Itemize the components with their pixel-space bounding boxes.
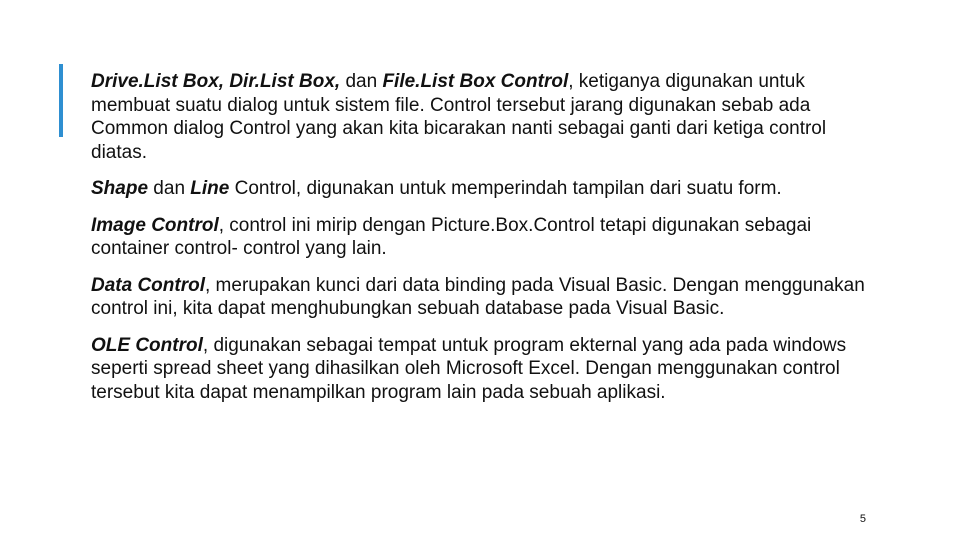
paragraph-ole xyxy=(91,334,871,405)
term-filelist: File.List Box Control xyxy=(382,71,569,92)
text-segment: , merupakan kunci dari data binding pada Visual Basic. Dengan menggunakan control ini, kita dapat menghubungkan sebuah database pada Visual Basic. xyxy=(91,274,865,319)
term-ole-control: OLE Control xyxy=(91,334,203,356)
term-shape: Shape xyxy=(91,178,149,199)
text-segment: dan xyxy=(340,71,383,92)
paragraph-image xyxy=(91,214,871,261)
text-segment: Control, digunakan untuk memperindah tampilan dari suatu form. xyxy=(229,178,782,199)
text-segment: , digunakan sebagai tempat untuk program ekternal yang ada pada windows seperti spread sheet yang dihasilkan oleh Microsoft Excel. Dengan menggunakan control tersebut kita dapat menampilkan program lain pada sebuah aplikasi. xyxy=(91,334,847,403)
term-drivelist-dirlist: Drive.List Box, Dir.List Box, xyxy=(91,71,341,92)
accent-bar xyxy=(59,64,63,137)
paragraph-shape-line xyxy=(91,177,871,201)
text-segment: , control ini mirip dengan Picture.Box.Control tetapi digunakan sebagai container control- control yang lain. xyxy=(91,214,812,259)
slide-number: 5 xyxy=(859,513,866,525)
term-image-control: Image Control xyxy=(91,214,219,236)
paragraph-drivelist xyxy=(91,70,871,164)
term-line: Line xyxy=(190,178,230,199)
paragraph-data xyxy=(91,274,871,321)
text-segment: , ketiganya digunakan untuk membuat suatu dialog untuk sistem file. Control tersebut jarang digunakan sebab ada Common dialog Control yang akan kita bicarakan nanti sebagai ganti dari ketiga control diatas. xyxy=(91,71,827,163)
text-segment: dan xyxy=(148,178,191,199)
term-data-control: Data Control xyxy=(91,274,205,296)
slide-body xyxy=(91,70,871,417)
